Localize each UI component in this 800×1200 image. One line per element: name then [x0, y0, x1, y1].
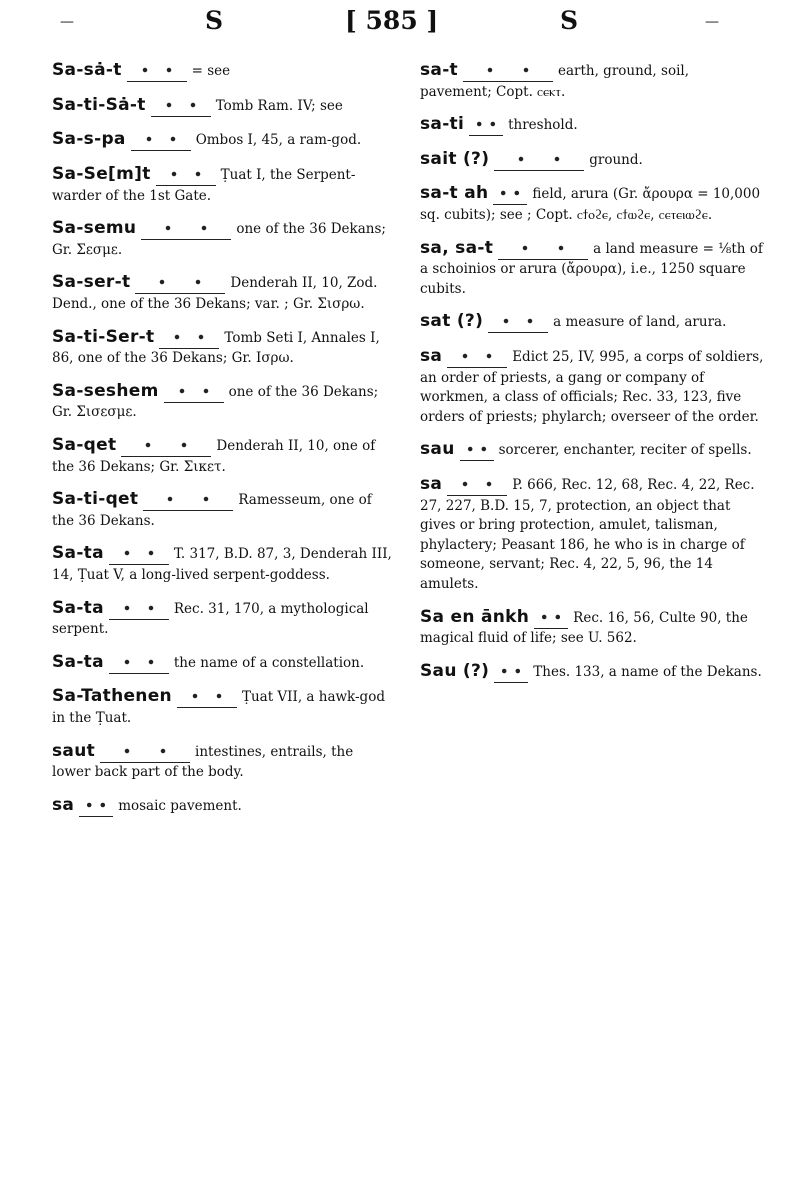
hieroglyph-group — [109, 599, 169, 620]
headword: Sa-s-pa — [52, 129, 126, 150]
definition: mosaic pavement. — [118, 797, 242, 814]
headword: sau — [420, 439, 455, 460]
headword: Sa-seshem — [52, 380, 159, 401]
header-right-mark: — — [705, 14, 719, 30]
hieroglyph-group — [463, 61, 553, 82]
hieroglyph-group — [164, 382, 224, 403]
hieroglyph-group — [177, 687, 237, 708]
entry — [52, 93, 392, 118]
entry — [420, 147, 765, 172]
hieroglyph-group — [141, 219, 231, 240]
definition: Tomb Ram. IV; see — [215, 97, 343, 114]
headword: Sa-ti-Sȧ-t — [52, 94, 146, 115]
headword: sa — [420, 474, 443, 495]
headword: sa — [420, 346, 443, 367]
hieroglyph-group — [534, 608, 568, 629]
definition: Denderah II, 10, Zod. Dend., one of the 36 Dekans; var. ; Gr. Σισρω. — [52, 275, 378, 312]
hieroglyph-group — [493, 184, 527, 205]
header-left-mark: — — [60, 14, 74, 30]
hieroglyph-group — [100, 742, 190, 763]
hieroglyph-group — [159, 328, 219, 349]
entry — [420, 344, 765, 427]
hieroglyph-group — [109, 653, 169, 674]
definition: Rec. 16, 56, Culte 90, the magical fluid of life; see U. 562. — [420, 609, 748, 647]
hieroglyph-group — [494, 150, 584, 171]
headword: Sa en ānkh — [420, 606, 530, 627]
headword: sa-t — [420, 60, 458, 80]
definition: Ombos I, 45, a ram-god. — [195, 132, 362, 149]
definition: = see — [191, 63, 231, 79]
hieroglyph-group — [127, 61, 187, 82]
hieroglyph-group — [447, 347, 507, 368]
definition: Ṭuat VII, a hawk-god in the Ṭuat. — [52, 689, 385, 727]
hieroglyph-group — [121, 436, 211, 457]
definition: a measure of land, arura. — [553, 314, 727, 331]
header-letter-right: S — [560, 6, 579, 35]
hieroglyph-group — [79, 796, 113, 817]
headword: Sau (?) — [420, 660, 490, 681]
hieroglyph-group — [460, 440, 494, 461]
entry — [52, 739, 392, 783]
entry — [52, 127, 392, 152]
definition: threshold. — [508, 117, 578, 134]
hieroglyph-group — [109, 544, 169, 565]
headword: sa-ti — [420, 114, 465, 135]
entry — [52, 541, 392, 585]
definition: Ramesseum, one of the 36 Dekans. — [52, 492, 372, 529]
headword: Sa-Tathenen — [52, 686, 172, 707]
hieroglyph-group — [143, 490, 233, 511]
hieroglyph-group — [447, 475, 507, 496]
headword: Sa-ti-qet — [52, 489, 139, 510]
entry — [420, 309, 765, 334]
headword: Sa-ta — [52, 651, 104, 672]
definition: earth, ground, soil, pavement; Copt. ⲥⲉⲕⲧ. — [420, 63, 689, 100]
headword: Sa-qet — [52, 434, 117, 455]
definition: one of the 36 Dekans; Gr. Σισεσμε. — [52, 383, 379, 421]
entry — [52, 270, 392, 314]
definition: sorcerer, enchanter, reciter of spells. — [498, 442, 752, 459]
definition: field, arura (Gr. ἄρουρα = 10,000 sq. cubits); see ; Copt. ⲥϯⲟϩⲉ, ⲥϯⲱϩⲉ, ⲥⲉⲧⲉⲓⲱϩⲉ. — [420, 186, 761, 224]
page-header — [0, 6, 800, 36]
left-column — [52, 58, 392, 827]
definition: a land measure = ⅛th of a schoinios or arura (ἄρουρα), i.e., 1250 square cubits. — [420, 240, 763, 297]
definition: ground. — [589, 151, 643, 168]
hieroglyph-group — [494, 662, 528, 683]
definition: Edict 25, IV, 995, a corps of soldiers, an order of priests, a gang or company of workmen, a class of officials; Rec. 33, 123, five orders of priests; phylarch; overseer of the order. — [420, 349, 764, 425]
right-column — [420, 58, 765, 693]
definition: Tomb Seti I, Annales I, 86, one of the 36 Dekans; Gr. Ισρω. — [52, 329, 380, 367]
definition: one of the 36 Dekans; Gr. Σεσμε. — [52, 221, 386, 258]
hieroglyph-group — [151, 96, 211, 117]
definition: Thes. 133, a name of the Dekans. — [533, 663, 762, 680]
headword: Sa-ti-Ser-t — [52, 326, 155, 347]
headword: Sa-Se[m]t — [52, 163, 151, 184]
headword: Sa-semu — [52, 218, 137, 239]
entry — [420, 181, 765, 225]
page-number: [ 585 ] — [345, 6, 439, 35]
entry — [52, 379, 392, 423]
entry — [52, 216, 392, 260]
definition: intestines, entrails, the lower back part of the body. — [52, 743, 354, 781]
entry — [52, 433, 392, 477]
hieroglyph-group — [135, 273, 225, 294]
headword: Sa-ser-t — [52, 272, 131, 293]
headword: saut — [52, 740, 96, 761]
entry — [420, 236, 765, 300]
entry — [52, 162, 392, 206]
entry — [52, 596, 392, 640]
hieroglyph-group — [156, 165, 216, 186]
headword: sa-t ah — [420, 183, 489, 204]
definition: the name of a constellation. — [173, 654, 365, 671]
hieroglyph-group — [469, 115, 503, 136]
headword: Sa-ta — [52, 597, 104, 618]
entry — [420, 659, 765, 684]
headword: Sa-sȧ-t — [52, 60, 122, 80]
entry — [420, 112, 765, 137]
headword: sait (?) — [420, 148, 490, 169]
entry — [52, 325, 392, 369]
hieroglyph-group — [131, 130, 191, 151]
header-letter-left: S — [205, 6, 224, 35]
headword: sa, sa-t — [420, 237, 494, 258]
definition: T. 317, B.D. 87, 3, Denderah III, 14, Ṭuat V, a long-lived serpent-goddess. — [52, 546, 392, 583]
entry — [52, 58, 392, 83]
entry — [52, 650, 392, 675]
headword: Sa-ta — [52, 543, 104, 564]
entry — [420, 437, 765, 462]
entry — [52, 793, 392, 818]
definition: Denderah II, 10, one of the 36 Dekans; Gr. Σικετ. — [52, 437, 376, 475]
definition: P. 666, Rec. 12, 68, Rec. 4, 22, Rec. 27, 227, B.D. 15, 7, protection, an object that gives or bring protection, amulet, talisman, phylactery; Peasant 186, he who is in charge of someone, servant; Rec. 4, 22, 5, 96, the 14 amulets. — [420, 477, 755, 592]
entry — [420, 58, 765, 102]
entry — [420, 472, 765, 594]
entry — [52, 684, 392, 728]
hieroglyph-group — [488, 312, 548, 333]
hieroglyph-group — [498, 239, 588, 260]
entry — [420, 605, 765, 649]
entry — [52, 487, 392, 531]
headword: sa — [52, 794, 75, 815]
definition: Rec. 31, 170, a mythological serpent. — [52, 600, 369, 638]
headword: sat (?) — [420, 311, 484, 332]
definition: Ṭuat I, the Serpent-warder of the 1st Gate. — [52, 166, 356, 204]
